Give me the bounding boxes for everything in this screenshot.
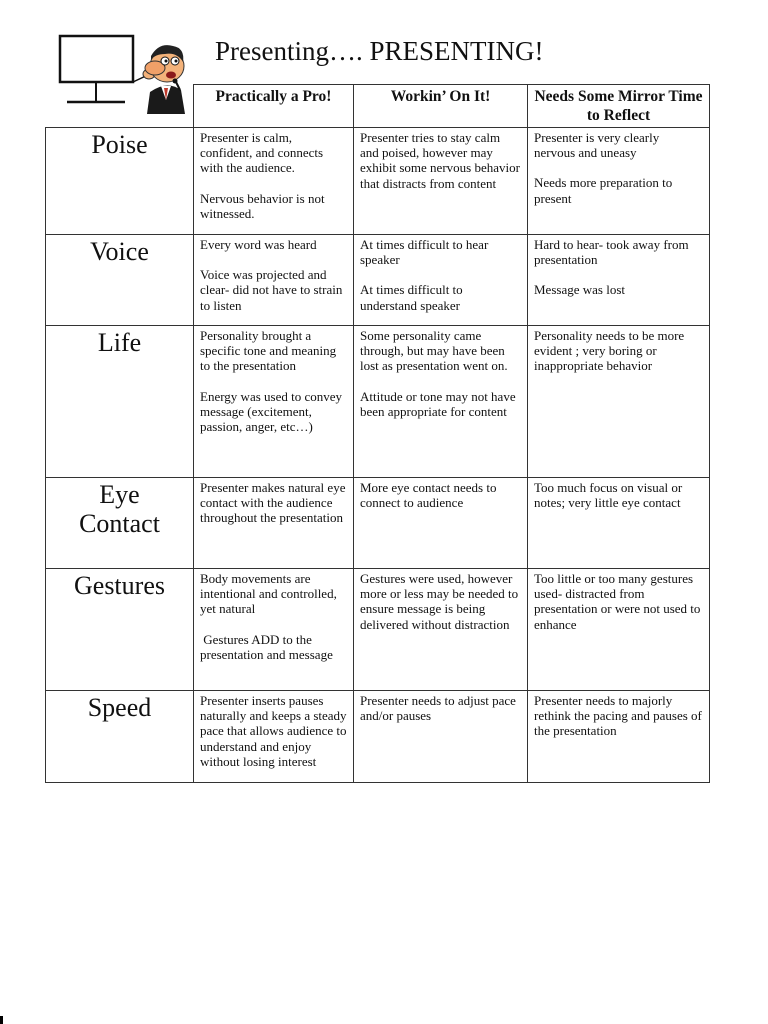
criterion-label: Voice <box>46 235 194 326</box>
pro-cell <box>194 478 354 569</box>
page-title: Presenting…. PRESENTING! <box>215 36 544 66</box>
cell-text: Presenter needs to adjust pace and/or pauses <box>360 693 516 724</box>
needs-cell <box>528 478 710 569</box>
corner-cell <box>46 85 194 128</box>
criterion-label: Eye Contact <box>46 478 194 569</box>
column-header-needs: Needs Some Mirror Time to Reflect <box>528 85 710 128</box>
rubric-table <box>45 84 710 783</box>
cell-text: Presenter makes natural eye contact with the audience throughout the presentation <box>200 480 346 526</box>
needs-cell <box>528 691 710 783</box>
cell-text: Gestures ADD to the presentation and message <box>200 631 333 662</box>
cell-text: Gestures were used, however more or less may be needed to ensure message is being delivered without distraction <box>360 571 519 632</box>
cell-text: Every word was heard <box>200 237 317 252</box>
scan-mark <box>0 1016 3 1024</box>
working-cell <box>354 128 528 235</box>
criterion-label: Gestures <box>46 569 194 691</box>
cell-text: Nervous behavior is not witnessed. <box>200 190 325 221</box>
rubric-row-gestures <box>46 569 710 691</box>
criterion-label: Life <box>46 326 194 478</box>
cell-text: Presenter is calm, confident, and connects with the audience. <box>200 130 324 176</box>
cell-text: Presenter tries to stay calm and poised, however may exhibit some nervous behavior that distracts from content <box>360 130 520 191</box>
needs-cell <box>528 569 710 691</box>
cell-text: Needs more preparation to present <box>534 175 673 206</box>
cell-text: At times difficult to understand speaker <box>360 282 463 313</box>
rubric-row-life <box>46 326 710 478</box>
rubric-row-eye-contact <box>46 478 710 569</box>
rubric-header-row <box>46 85 710 128</box>
cell-text: Some personality came through, but may have been lost as presentation went on. <box>360 328 508 374</box>
cell-text: At times difficult to hear speaker <box>360 237 489 268</box>
criterion-label: Speed <box>46 691 194 783</box>
needs-cell <box>528 235 710 326</box>
cell-text: Too much focus on visual or notes; very little eye contact <box>534 480 683 511</box>
cell-text: Too little or too many gestures used- distracted from presentation or were not used to enhance <box>534 571 701 632</box>
rubric-row-poise <box>46 128 710 235</box>
cell-text: Presenter is very clearly nervous and uneasy <box>534 130 660 161</box>
working-cell <box>354 691 528 783</box>
pro-cell <box>194 128 354 235</box>
needs-cell <box>528 128 710 235</box>
pro-cell <box>194 569 354 691</box>
rubric-row-speed <box>46 691 710 783</box>
working-cell <box>354 235 528 326</box>
cell-text: Personality needs to be more evident ; very boring or inappropriate behavior <box>534 328 685 374</box>
cell-text: Energy was used to convey message (excitement, passion, anger, etc…) <box>200 388 343 435</box>
working-cell <box>354 569 528 691</box>
rubric-row-voice <box>46 235 710 326</box>
column-header-pro: Practically a Pro! <box>194 85 354 128</box>
pro-cell <box>194 235 354 326</box>
cell-text: Message was lost <box>534 282 625 298</box>
cell-text: Personality brought a specific tone and meaning to the presentation <box>200 328 337 374</box>
needs-cell <box>528 326 710 478</box>
cell-text: Body movements are intentional and controlled, yet natural <box>200 571 337 617</box>
criterion-label: Poise <box>46 128 194 235</box>
cell-text: Voice was projected and clear- did not have to strain to listen <box>200 267 343 313</box>
cell-text: Presenter needs to majorly rethink the pacing and pauses of the presentation <box>534 693 702 739</box>
pro-cell <box>194 691 354 783</box>
pro-cell <box>194 326 354 478</box>
cell-text: More eye contact needs to connect to audience <box>360 480 497 511</box>
cell-text: Presenter inserts pauses naturally and keeps a steady pace that allows audience to understand and enjoy without losing interest <box>200 693 347 769</box>
cell-text: Hard to hear- took away from presentation <box>534 237 689 268</box>
working-cell <box>354 478 528 569</box>
working-cell <box>354 326 528 478</box>
cell-text: Attitude or tone may not have been appropriate for content <box>360 388 516 419</box>
column-header-working: Workin’ On It! <box>354 85 528 128</box>
